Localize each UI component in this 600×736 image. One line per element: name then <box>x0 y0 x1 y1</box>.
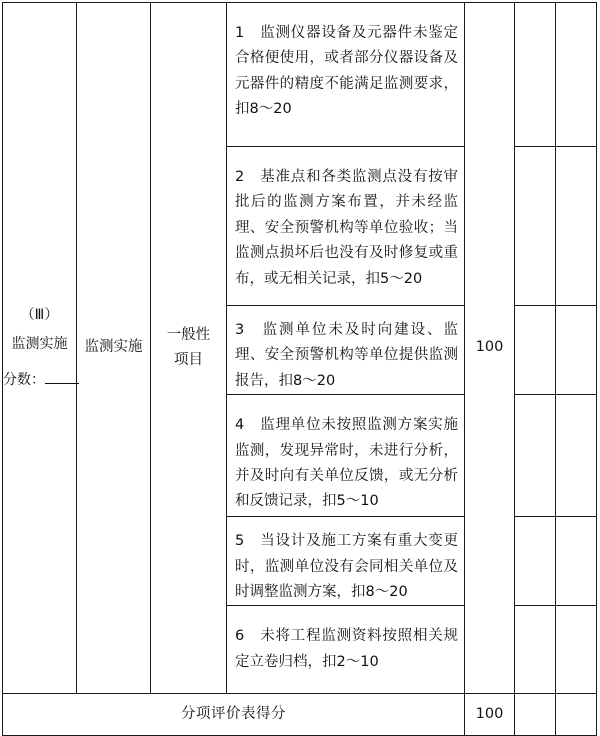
evaluation-table <box>2 2 597 736</box>
blank-cell <box>515 694 556 736</box>
blank-cell <box>515 517 556 606</box>
item-text: 2 基准点和各类监测点没有按审批后的监测方案布置，并未经监理、安全预警机构等单位验收；当监测点损坏后也没有及时修复或重布，或无相关记录，扣5～20 <box>227 147 465 306</box>
summary-label: 分项评价表得分 <box>3 694 465 736</box>
item-text: 6 未将工程监测资料按照相关规定立卷归档，扣2～10 <box>227 606 465 694</box>
blank-cell <box>556 306 597 395</box>
section-score-label: 分数： <box>3 371 45 388</box>
blank-cell <box>515 3 556 147</box>
blank-cell <box>556 606 597 694</box>
item-text: 3 监测单位未及时向建设、监理、安全预警机构等单位提供监测报告，扣8～20 <box>227 306 465 395</box>
blank-cell <box>556 395 597 517</box>
section-score <box>3 366 76 395</box>
section-name: 监测实施 <box>11 336 68 353</box>
item-score: 100 <box>465 3 515 694</box>
summary-row <box>3 694 597 736</box>
section-number: （Ⅲ） <box>20 307 59 324</box>
score-blank <box>45 369 79 384</box>
category-line-2: 项目 <box>174 352 203 369</box>
blank-cell <box>515 395 556 517</box>
item-text: 1 监测仪器设备及元器件未鉴定合格便使用，或者部分仪器设备及元器件的精度不能满足监测要求，扣8～20 <box>227 3 465 147</box>
blank-cell <box>515 306 556 395</box>
blank-cell <box>556 3 597 147</box>
category-cell <box>151 3 227 694</box>
table-row <box>3 3 597 147</box>
blank-cell <box>556 517 597 606</box>
blank-cell <box>556 147 597 306</box>
blank-cell <box>515 606 556 694</box>
blank-cell <box>556 694 597 736</box>
category-line-1: 一般性 <box>166 326 211 343</box>
summary-score: 100 <box>465 694 515 736</box>
section-cell <box>3 3 77 694</box>
item-text: 5 当设计及施工方案有重大变更时，监测单位没有会同相关单位及时调整监测方案，扣8～20 <box>227 517 465 606</box>
subsection-cell: 监测实施 <box>77 3 151 694</box>
item-text: 4 监理单位未按照监测方案实施监测，发现异常时，未进行分析，并及时向有关单位反馈，或无分析和反馈记录，扣5～10 <box>227 395 465 517</box>
blank-cell <box>515 147 556 306</box>
